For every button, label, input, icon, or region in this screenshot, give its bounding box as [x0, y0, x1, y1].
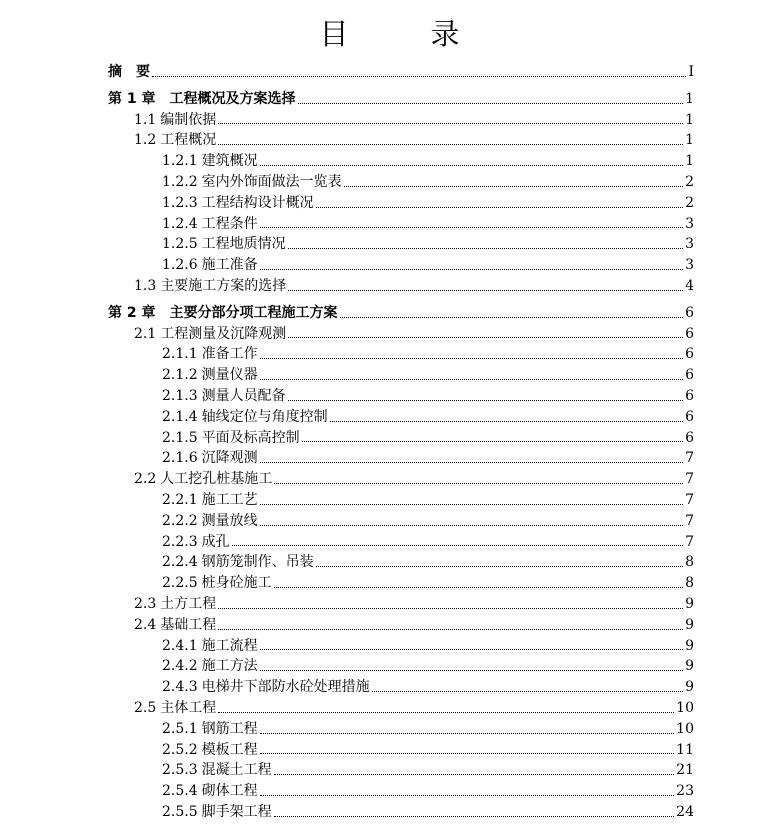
toc-page-number: 7	[685, 512, 694, 529]
toc-text: 脚手架工程	[201, 803, 272, 820]
table-of-contents	[108, 62, 694, 823]
toc-entry[interactable]	[108, 214, 694, 235]
toc-entry[interactable]	[108, 719, 694, 740]
toc-entry[interactable]	[108, 193, 694, 214]
toc-page-number: 6	[685, 346, 694, 363]
toc-entry[interactable]	[108, 802, 694, 823]
toc-page-number: 3	[685, 257, 694, 274]
dot-leader	[260, 525, 683, 526]
toc-number: 2.2.3	[162, 533, 198, 550]
toc-text: 成孔	[201, 533, 230, 550]
toc-number: 2.5.3	[162, 762, 198, 779]
toc-page-number: 6	[685, 304, 694, 321]
toc-page-number: 6	[685, 367, 694, 384]
dot-leader	[260, 358, 683, 359]
dot-leader	[260, 753, 675, 754]
toc-page-number: 10	[676, 720, 694, 737]
dot-leader	[260, 649, 683, 650]
toc-text: 建筑概况	[201, 153, 258, 170]
dot-leader	[260, 165, 683, 166]
abstract-char-1: 摘	[108, 64, 122, 80]
toc-page-number: 1	[685, 132, 694, 149]
toc-number: 2.3	[134, 595, 157, 612]
dot-leader	[218, 144, 683, 145]
toc-entry[interactable]	[108, 469, 694, 490]
dot-leader	[260, 379, 683, 380]
dot-leader	[260, 670, 683, 671]
toc-text: 钢筋笼制作、吊装	[201, 554, 314, 571]
toc-text: 室内外饰面做法一览表	[201, 173, 342, 190]
toc-page-number: 3	[685, 215, 694, 232]
toc-entry[interactable]	[108, 151, 694, 172]
toc-number: 2.2	[134, 471, 157, 488]
toc-number: 1.2.4	[162, 215, 198, 232]
dot-leader	[288, 248, 683, 249]
toc-text: 混凝土工程	[201, 762, 272, 779]
dot-leader	[232, 545, 683, 546]
dot-leader	[288, 290, 683, 291]
toc-number: 2.1.2	[162, 367, 198, 384]
dot-leader	[316, 207, 683, 208]
toc-number: 2.1.1	[162, 346, 198, 363]
toc-number: 1.2.5	[162, 236, 198, 253]
toc-page-number: 7	[685, 450, 694, 467]
toc-page-number: 21	[676, 762, 694, 779]
toc-number: 1.2	[134, 132, 157, 149]
toc-text: 施工工艺	[201, 491, 258, 508]
dot-leader	[344, 186, 683, 187]
dot-leader	[218, 712, 674, 713]
toc-entry[interactable]	[108, 172, 694, 193]
toc-page-number: 9	[685, 658, 694, 675]
toc-entry[interactable]	[108, 760, 694, 781]
page-title-char-2: 录	[430, 17, 460, 51]
toc-entry[interactable]	[108, 234, 694, 255]
dot-leader	[152, 76, 686, 77]
toc-entry[interactable]	[108, 130, 694, 151]
toc-entry-chapter-2[interactable]	[108, 303, 694, 324]
dot-leader	[288, 337, 683, 338]
toc-number: 2.4.2	[162, 658, 198, 675]
toc-text: 工程地质情况	[201, 236, 286, 253]
dot-leader	[274, 816, 675, 817]
toc-page-number: 11	[676, 741, 694, 758]
toc-number: 1.2.1	[162, 153, 198, 170]
page-title-char-1: 目	[319, 17, 349, 51]
toc-entry-chapter-1[interactable]	[108, 89, 694, 110]
toc-page-number: 1	[685, 111, 694, 128]
toc-page-number: 6	[685, 429, 694, 446]
toc-text: 编制依据	[160, 111, 217, 128]
toc-entry[interactable]	[108, 511, 694, 532]
toc-number: 2.4.3	[162, 679, 198, 696]
dot-leader	[260, 269, 683, 270]
toc-number: 1.2.6	[162, 257, 198, 274]
toc-text: 基础工程	[160, 616, 217, 633]
toc-number: 2.4.1	[162, 637, 198, 654]
dot-leader	[260, 227, 683, 228]
toc-text: 平面及标高控制	[201, 429, 300, 446]
toc-number: 1.3	[134, 277, 157, 294]
dot-leader	[340, 317, 684, 318]
toc-entry[interactable]	[108, 636, 694, 657]
dot-leader	[302, 441, 683, 442]
toc-page-number: 3	[685, 236, 694, 253]
toc-number: 第 1 章	[108, 90, 156, 107]
dot-leader	[218, 629, 683, 630]
dot-leader	[218, 123, 683, 124]
toc-page-number: 7	[685, 491, 694, 508]
toc-text: 工程测量及沉降观测	[160, 325, 287, 342]
toc-number: 2.2.4	[162, 554, 198, 571]
toc-page-number: 1	[685, 153, 694, 170]
toc-page-number: 7	[685, 533, 694, 550]
toc-text: 工程概况	[160, 132, 217, 149]
toc-page-number: 1	[685, 90, 694, 107]
toc-entry[interactable]	[108, 110, 694, 131]
toc-page-number: 6	[685, 408, 694, 425]
toc-number: 2.1	[134, 325, 157, 342]
dot-leader	[274, 774, 675, 775]
toc-number: 2.4	[134, 616, 157, 633]
toc-entry[interactable]	[108, 324, 694, 345]
dot-leader	[274, 483, 683, 484]
toc-entry[interactable]	[108, 344, 694, 365]
toc-text: 测量放线	[201, 512, 258, 529]
toc-page-number: 9	[685, 595, 694, 612]
toc-text: 测量人员配备	[201, 387, 286, 404]
toc-number: 2.5.1	[162, 720, 198, 737]
toc-entry[interactable]	[108, 255, 694, 276]
toc-page-number: 9	[685, 679, 694, 696]
toc-text: 模板工程	[201, 741, 258, 758]
toc-entry[interactable]	[108, 594, 694, 615]
toc-text: 工程条件	[201, 215, 258, 232]
toc-number: 1.2.2	[162, 173, 198, 190]
toc-entry[interactable]	[108, 532, 694, 553]
toc-text: 施工准备	[201, 257, 258, 274]
toc-page-number: 8	[685, 554, 694, 571]
dot-leader	[260, 795, 675, 796]
toc-page-number: 7	[685, 471, 694, 488]
toc-entry-abstract[interactable]	[108, 62, 694, 83]
toc-entry[interactable]	[108, 552, 694, 573]
toc-text: 主体工程	[160, 699, 217, 716]
toc-entry[interactable]	[108, 573, 694, 594]
toc-entry[interactable]	[108, 490, 694, 511]
toc-text: 土方工程	[160, 595, 217, 612]
toc-text: 施工流程	[201, 637, 258, 654]
toc-text: 施工方法	[201, 658, 258, 675]
toc-page-number: 10	[676, 699, 694, 716]
toc-page-number: 2	[685, 194, 694, 211]
toc-text: 砌体工程	[201, 783, 258, 800]
dot-leader	[316, 566, 683, 567]
toc-entry[interactable]	[108, 615, 694, 636]
dot-leader	[260, 733, 675, 734]
toc-entry[interactable]	[108, 276, 694, 297]
toc-number: 2.1.5	[162, 429, 198, 446]
toc-number: 2.5.2	[162, 741, 198, 758]
toc-text: 钢筋工程	[201, 720, 258, 737]
toc-entry[interactable]	[108, 407, 694, 428]
toc-number: 2.5	[134, 699, 157, 716]
toc-number: 1.2.3	[162, 194, 198, 211]
toc-number: 2.1.6	[162, 450, 198, 467]
toc-text: 主要施工方案的选择	[160, 277, 287, 294]
toc-page-number: 9	[685, 637, 694, 654]
toc-page-number: 6	[685, 325, 694, 342]
toc-text: 测量仪器	[201, 367, 258, 384]
toc-page-number: 24	[676, 803, 694, 820]
toc-page-number: 9	[685, 616, 694, 633]
toc-number: 2.2.5	[162, 575, 198, 592]
dot-leader	[288, 400, 683, 401]
toc-number: 2.1.3	[162, 387, 198, 404]
toc-text: 人工挖孔桩基施工	[160, 471, 273, 488]
toc-text: 主要分部分项工程施工方案	[169, 304, 338, 321]
dot-leader	[372, 691, 683, 692]
toc-entry[interactable]	[108, 781, 694, 802]
toc-entry[interactable]	[108, 740, 694, 761]
toc-text: 电梯井下部防水砼处理措施	[201, 679, 370, 696]
dot-leader	[260, 462, 683, 463]
dot-leader	[218, 608, 683, 609]
page-title	[0, 14, 779, 54]
toc-page-number: 2	[685, 173, 694, 190]
toc-text: 轴线定位与角度控制	[201, 408, 328, 425]
toc-number: 1.1	[134, 111, 157, 128]
toc-page-number: 6	[685, 387, 694, 404]
toc-entry[interactable]	[108, 365, 694, 386]
toc-number: 2.5.4	[162, 783, 198, 800]
toc-number: 2.2.2	[162, 512, 198, 529]
toc-text: 桩身砼施工	[201, 575, 272, 592]
toc-entry[interactable]	[108, 656, 694, 677]
toc-text: 工程概况及方案选择	[169, 90, 296, 107]
dot-leader	[298, 103, 684, 104]
toc-entry[interactable]	[108, 386, 694, 407]
dot-leader	[274, 587, 683, 588]
toc-page-number: I	[688, 64, 694, 80]
toc-entry[interactable]	[108, 448, 694, 469]
toc-number: 第 2 章	[108, 304, 156, 321]
toc-entry[interactable]	[108, 698, 694, 719]
toc-number: 2.5.5	[162, 803, 198, 820]
toc-entry[interactable]	[108, 677, 694, 698]
dot-leader	[260, 504, 683, 505]
dot-leader	[330, 421, 683, 422]
toc-entry[interactable]	[108, 428, 694, 449]
toc-page-number: 4	[685, 277, 694, 294]
toc-number: 2.1.4	[162, 408, 198, 425]
toc-number: 2.2.1	[162, 491, 198, 508]
toc-text: 工程结构设计概况	[201, 194, 314, 211]
toc-text: 沉降观测	[201, 450, 258, 467]
abstract-char-2: 要	[136, 64, 150, 80]
toc-page-number: 8	[685, 575, 694, 592]
toc-page-number: 23	[676, 783, 694, 800]
toc-text: 准备工作	[201, 346, 258, 363]
